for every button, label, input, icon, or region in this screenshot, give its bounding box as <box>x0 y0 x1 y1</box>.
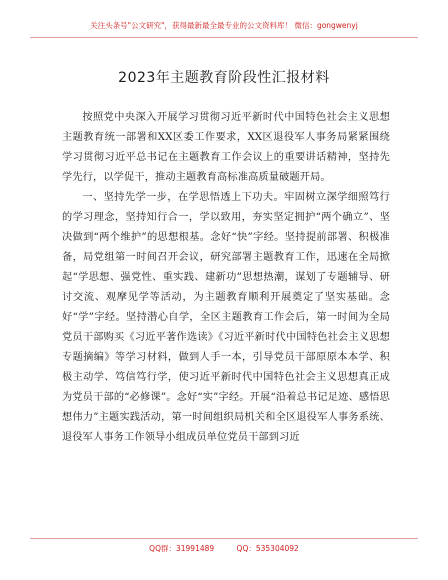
footer-divider <box>30 538 418 539</box>
section-one-paragraph: 一、坚持先学一步，在学思悟透上下功夫。牢固树立深学细照笃行的学习理念，坚持知行合一，学以致用，夯实坚定拥护“两个确立”、坚决做到“两个维护”的思想根基。念好“快”字经。坚持提前部署、积极准备，局党组第一时间召开会议，研究部署主题教育工作，迅速在全局掀起“学思想、强党性、重实践、建新功”思想热潮，谋划了专题辅导、研讨交流、观摩见学等活动，为主题教育顺利开展奠定了坚实基础。念好“学”字经。坚持潜心自学，全区主题教育工作会后，第一时间为全局党员干部购买《习近平著作选读》《习近平新时代中国特色社会主义思想专题摘编》等学习材料，做到人手一本，引导党员干部原原本本学、积极主动学、笃信笃行学，使习近平新时代中国特色社会主义思想真正成为党员干部的“必修课”。念好“实”字经。开展“沿着总书记足迹、感悟思想伟力”主题实践活动，第一时间组织局机关和全区退役军人事务系统、退役军人事务工作领导小组成员单位党员干部到习近 <box>62 192 390 443</box>
document-body <box>62 108 390 448</box>
footer-contact <box>0 543 448 554</box>
qq-text: QQ：535304092 <box>236 544 299 553</box>
intro-paragraph: 按照党中央深入开展学习贯彻习近平新时代中国特色社会主义思想主题教育统一部署和XX区委工作要求，XX区退役军人事务局紧紧围绕学习贯彻习近平总书记在主题教育工作会议上的重要讲话精神，坚持先学先行，以学促干，推动主题教育高标准高质量破题开局。 <box>62 112 390 183</box>
document-title: 2023年主题教育阶段性汇报材料 <box>118 70 330 87</box>
top-banner: 关注头条号"公文研究"，获得最新最全最专业的公文资料库！ 微信：gongwenyj <box>90 21 358 30</box>
banner-divider <box>30 37 418 38</box>
qq-group-text: QQ群：31991489 <box>149 544 215 553</box>
